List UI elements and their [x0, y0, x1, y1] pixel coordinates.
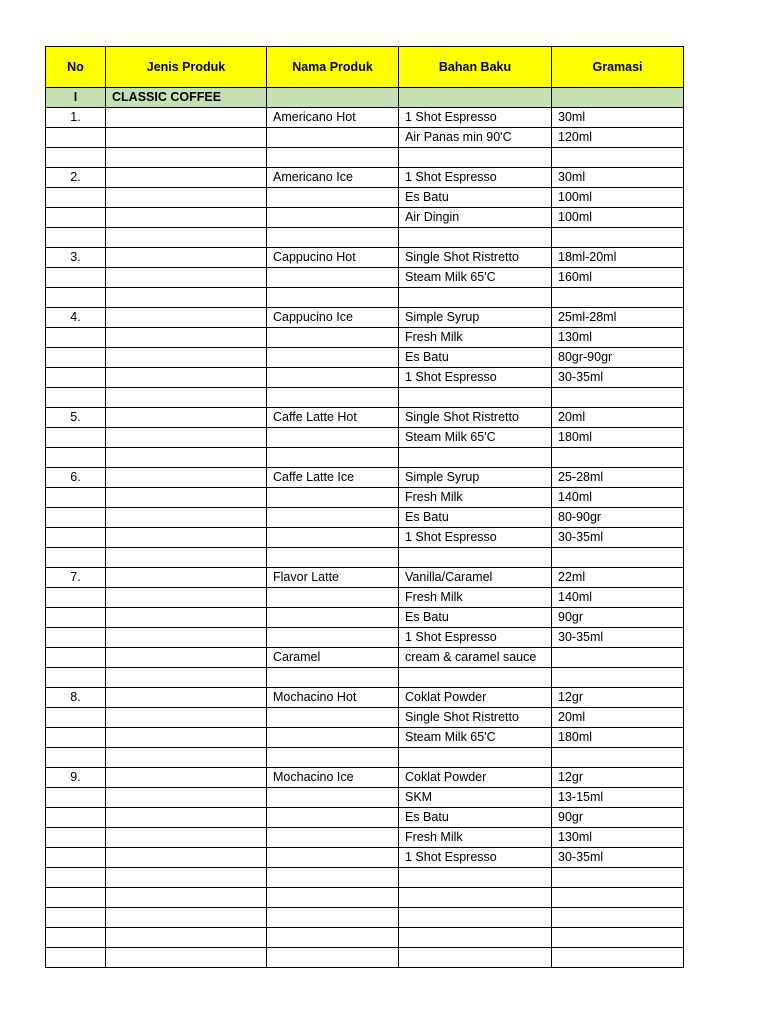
cell-nama-produk[interactable] — [267, 448, 399, 468]
cell-gramasi[interactable]: 160ml — [552, 268, 684, 288]
cell-gramasi[interactable] — [552, 868, 684, 888]
cell-gramasi[interactable]: 30-35ml — [552, 528, 684, 548]
table-row — [46, 568, 684, 588]
cell-no[interactable] — [46, 448, 106, 468]
cell-no[interactable]: 2. — [46, 168, 106, 188]
cell-bahan-baku[interactable] — [399, 868, 552, 888]
cell-bahan-baku[interactable]: Coklat Powder — [399, 688, 552, 708]
cell-bahan-baku[interactable]: Fresh Milk — [399, 328, 552, 348]
cell-no[interactable]: 7. — [46, 568, 106, 588]
table-row — [46, 168, 684, 188]
cell-bahan-baku[interactable]: Air Dingin — [399, 208, 552, 228]
cell-gramasi[interactable] — [552, 448, 684, 468]
cell-gramasi[interactable]: 25-28ml — [552, 468, 684, 488]
table-row — [46, 588, 684, 608]
header-row — [46, 47, 684, 88]
cell-no[interactable] — [46, 368, 106, 388]
cell-nama-produk[interactable] — [267, 368, 399, 388]
cell-jenis-produk[interactable] — [106, 288, 267, 308]
table-row — [46, 628, 684, 648]
cell-gramasi[interactable]: 20ml — [552, 708, 684, 728]
cell-gramasi[interactable] — [552, 748, 684, 768]
cell-bahan-baku[interactable]: cream & caramel sauce — [399, 648, 552, 668]
cell-bahan-baku[interactable]: 1 Shot Espresso — [399, 168, 552, 188]
cell-jenis-produk[interactable] — [106, 588, 267, 608]
cell-jenis-produk[interactable] — [106, 228, 267, 248]
cell-no[interactable]: 1. — [46, 108, 106, 128]
table-row — [46, 128, 684, 148]
cell-gramasi[interactable]: 130ml — [552, 328, 684, 348]
cell-nama-produk[interactable] — [267, 788, 399, 808]
cell-jenis-produk[interactable] — [106, 208, 267, 228]
cell-no[interactable] — [46, 428, 106, 448]
cell-gramasi[interactable]: 13-15ml — [552, 788, 684, 808]
cell-bahan-baku[interactable]: Simple Syrup — [399, 308, 552, 328]
cell-bahan-baku[interactable]: Es Batu — [399, 508, 552, 528]
cell-gramasi[interactable]: 12gr — [552, 768, 684, 788]
table-row — [46, 688, 684, 708]
cell-gramasi[interactable] — [552, 888, 684, 908]
cell-no[interactable] — [46, 588, 106, 608]
cell-jenis-produk[interactable] — [106, 368, 267, 388]
section-cell[interactable] — [399, 88, 552, 108]
table-row — [46, 748, 684, 768]
section-cell[interactable] — [267, 88, 399, 108]
cell-no[interactable] — [46, 488, 106, 508]
cell-nama-produk[interactable]: Mochacino Ice — [267, 768, 399, 788]
cell-gramasi[interactable]: 100ml — [552, 208, 684, 228]
cell-gramasi[interactable] — [552, 928, 684, 948]
cell-nama-produk[interactable] — [267, 828, 399, 848]
cell-bahan-baku[interactable]: Es Batu — [399, 188, 552, 208]
section-row — [46, 88, 684, 108]
cell-bahan-baku[interactable]: Steam Milk 65'C — [399, 728, 552, 748]
cell-nama-produk[interactable] — [267, 608, 399, 628]
table-row — [46, 828, 684, 848]
cell-no[interactable] — [46, 708, 106, 728]
cell-gramasi[interactable] — [552, 668, 684, 688]
cell-nama-produk[interactable]: Caramel — [267, 648, 399, 668]
cell-jenis-produk[interactable] — [106, 568, 267, 588]
table-row — [46, 608, 684, 628]
cell-gramasi[interactable]: 90gr — [552, 608, 684, 628]
cell-jenis-produk[interactable] — [106, 488, 267, 508]
cell-jenis-produk[interactable] — [106, 348, 267, 368]
table-row — [46, 768, 684, 788]
cell-nama-produk[interactable] — [267, 348, 399, 368]
cell-bahan-baku[interactable]: Es Batu — [399, 348, 552, 368]
cell-bahan-baku[interactable] — [399, 148, 552, 168]
cell-gramasi[interactable] — [552, 148, 684, 168]
cell-nama-produk[interactable] — [267, 148, 399, 168]
cell-nama-produk[interactable]: Americano Ice — [267, 168, 399, 188]
header-bahan-baku[interactable]: Bahan Baku — [399, 47, 552, 88]
cell-jenis-produk[interactable] — [106, 628, 267, 648]
cell-bahan-baku[interactable]: Fresh Milk — [399, 828, 552, 848]
cell-no[interactable] — [46, 808, 106, 828]
cell-no[interactable]: 5. — [46, 408, 106, 428]
table-row — [46, 708, 684, 728]
cell-nama-produk[interactable] — [267, 508, 399, 528]
cell-gramasi[interactable] — [552, 388, 684, 408]
cell-bahan-baku[interactable]: Single Shot Ristretto — [399, 708, 552, 728]
cell-no[interactable] — [46, 228, 106, 248]
cell-jenis-produk[interactable] — [106, 788, 267, 808]
cell-gramasi[interactable]: 180ml — [552, 428, 684, 448]
cell-nama-produk[interactable] — [267, 228, 399, 248]
cell-nama-produk[interactable] — [267, 588, 399, 608]
cell-bahan-baku[interactable]: Coklat Powder — [399, 768, 552, 788]
cell-bahan-baku[interactable]: SKM — [399, 788, 552, 808]
cell-gramasi[interactable]: 120ml — [552, 128, 684, 148]
cell-bahan-baku[interactable] — [399, 668, 552, 688]
header-no[interactable]: No — [46, 47, 106, 88]
cell-jenis-produk[interactable] — [106, 408, 267, 428]
cell-bahan-baku[interactable]: Es Batu — [399, 608, 552, 628]
cell-no[interactable]: 8. — [46, 688, 106, 708]
cell-bahan-baku[interactable]: Single Shot Ristretto — [399, 408, 552, 428]
cell-jenis-produk[interactable] — [106, 808, 267, 828]
cell-gramasi[interactable] — [552, 548, 684, 568]
cell-no[interactable] — [46, 128, 106, 148]
table-row — [46, 508, 684, 528]
cell-no[interactable] — [46, 268, 106, 288]
cell-jenis-produk[interactable] — [106, 448, 267, 468]
cell-nama-produk[interactable] — [267, 428, 399, 448]
cell-nama-produk[interactable] — [267, 908, 399, 928]
table-row — [46, 548, 684, 568]
cell-nama-produk[interactable] — [267, 388, 399, 408]
cell-jenis-produk[interactable] — [106, 748, 267, 768]
cell-jenis-produk[interactable] — [106, 308, 267, 328]
cell-jenis-produk[interactable] — [106, 328, 267, 348]
cell-nama-produk[interactable]: Cappucino Ice — [267, 308, 399, 328]
table-row — [46, 348, 684, 368]
cell-gramasi[interactable]: 22ml — [552, 568, 684, 588]
cell-gramasi[interactable]: 130ml — [552, 828, 684, 848]
cell-gramasi[interactable]: 140ml — [552, 488, 684, 508]
section-title[interactable]: CLASSIC COFFEE — [106, 88, 267, 108]
header-nama-produk[interactable]: Nama Produk — [267, 47, 399, 88]
cell-nama-produk[interactable] — [267, 868, 399, 888]
cell-nama-produk[interactable]: Flavor Latte — [267, 568, 399, 588]
cell-nama-produk[interactable]: Caffe Latte Ice — [267, 468, 399, 488]
cell-no[interactable] — [46, 508, 106, 528]
cell-nama-produk[interactable] — [267, 208, 399, 228]
cell-no[interactable] — [46, 848, 106, 868]
cell-nama-produk[interactable] — [267, 548, 399, 568]
table-row — [46, 268, 684, 288]
cell-no[interactable]: 3. — [46, 248, 106, 268]
table-row — [46, 208, 684, 228]
cell-bahan-baku[interactable] — [399, 388, 552, 408]
cell-nama-produk[interactable] — [267, 288, 399, 308]
cell-nama-produk[interactable]: Mochacino Hot — [267, 688, 399, 708]
cell-gramasi[interactable]: 30-35ml — [552, 848, 684, 868]
cell-gramasi[interactable] — [552, 288, 684, 308]
cell-no[interactable] — [46, 328, 106, 348]
table-row — [46, 188, 684, 208]
cell-no[interactable] — [46, 608, 106, 628]
cell-bahan-baku[interactable] — [399, 288, 552, 308]
cell-jenis-produk[interactable] — [106, 248, 267, 268]
cell-nama-produk[interactable]: Caffe Latte Hot — [267, 408, 399, 428]
cell-nama-produk[interactable] — [267, 268, 399, 288]
cell-no[interactable] — [46, 888, 106, 908]
table-row — [46, 648, 684, 668]
cell-bahan-baku[interactable]: Steam Milk 65'C — [399, 268, 552, 288]
cell-gramasi[interactable] — [552, 648, 684, 668]
cell-jenis-produk[interactable] — [106, 708, 267, 728]
table-row — [46, 428, 684, 448]
table-row — [46, 868, 684, 888]
cell-bahan-baku[interactable]: 1 Shot Espresso — [399, 528, 552, 548]
cell-no[interactable] — [46, 348, 106, 368]
cell-jenis-produk[interactable] — [106, 768, 267, 788]
cell-gramasi[interactable]: 100ml — [552, 188, 684, 208]
table-row — [46, 368, 684, 388]
cell-bahan-baku[interactable] — [399, 908, 552, 928]
cell-bahan-baku[interactable] — [399, 448, 552, 468]
header-gramasi[interactable]: Gramasi — [552, 47, 684, 88]
cell-bahan-baku[interactable] — [399, 888, 552, 908]
cell-jenis-produk[interactable] — [106, 388, 267, 408]
header-jenis-produk[interactable]: Jenis Produk — [106, 47, 267, 88]
cell-nama-produk[interactable] — [267, 728, 399, 748]
cell-gramasi[interactable]: 25ml-28ml — [552, 308, 684, 328]
cell-bahan-baku[interactable]: Fresh Milk — [399, 588, 552, 608]
cell-nama-produk[interactable] — [267, 668, 399, 688]
cell-bahan-baku[interactable]: Es Batu — [399, 808, 552, 828]
cell-no[interactable] — [46, 288, 106, 308]
cell-no[interactable] — [46, 908, 106, 928]
table-row — [46, 808, 684, 828]
cell-no[interactable] — [46, 648, 106, 668]
cell-nama-produk[interactable]: Americano Hot — [267, 108, 399, 128]
cell-no[interactable] — [46, 528, 106, 548]
cell-nama-produk[interactable] — [267, 708, 399, 728]
cell-jenis-produk[interactable] — [106, 468, 267, 488]
cell-bahan-baku[interactable]: Simple Syrup — [399, 468, 552, 488]
cell-nama-produk[interactable] — [267, 948, 399, 968]
cell-jenis-produk[interactable] — [106, 268, 267, 288]
cell-jenis-produk[interactable] — [106, 128, 267, 148]
cell-gramasi[interactable]: 30ml — [552, 168, 684, 188]
cell-bahan-baku[interactable] — [399, 928, 552, 948]
table-row — [46, 728, 684, 748]
cell-nama-produk[interactable]: Cappucino Hot — [267, 248, 399, 268]
cell-gramasi[interactable]: 20ml — [552, 408, 684, 428]
cell-bahan-baku[interactable]: 1 Shot Espresso — [399, 848, 552, 868]
cell-no[interactable] — [46, 788, 106, 808]
cell-bahan-baku[interactable]: Fresh Milk — [399, 488, 552, 508]
cell-no[interactable] — [46, 668, 106, 688]
cell-gramasi[interactable]: 180ml — [552, 728, 684, 748]
cell-gramasi[interactable]: 80gr-90gr — [552, 348, 684, 368]
cell-gramasi[interactable]: 12gr — [552, 688, 684, 708]
cell-jenis-produk[interactable] — [106, 168, 267, 188]
cell-gramasi[interactable]: 140ml — [552, 588, 684, 608]
cell-gramasi[interactable]: 30-35ml — [552, 628, 684, 648]
cell-no[interactable] — [46, 148, 106, 168]
cell-jenis-produk[interactable] — [106, 608, 267, 628]
cell-nama-produk[interactable] — [267, 128, 399, 148]
cell-nama-produk[interactable] — [267, 848, 399, 868]
cell-jenis-produk[interactable] — [106, 828, 267, 848]
cell-jenis-produk[interactable] — [106, 188, 267, 208]
table-row — [46, 848, 684, 868]
cell-bahan-baku[interactable]: Steam Milk 65'C — [399, 428, 552, 448]
cell-jenis-produk[interactable] — [106, 948, 267, 968]
cell-jenis-produk[interactable] — [106, 728, 267, 748]
cell-gramasi[interactable]: 80-90gr — [552, 508, 684, 528]
recipe-table — [45, 46, 684, 968]
cell-jenis-produk[interactable] — [106, 688, 267, 708]
section-number[interactable]: I — [46, 88, 106, 108]
cell-gramasi[interactable]: 30-35ml — [552, 368, 684, 388]
cell-gramasi[interactable]: 90gr — [552, 808, 684, 828]
cell-bahan-baku[interactable]: Vanilla/Caramel — [399, 568, 552, 588]
table-row — [46, 228, 684, 248]
table-row — [46, 928, 684, 948]
table-row — [46, 788, 684, 808]
table-row — [46, 288, 684, 308]
table-row — [46, 908, 684, 928]
cell-jenis-produk[interactable] — [106, 668, 267, 688]
cell-bahan-baku[interactable] — [399, 748, 552, 768]
cell-bahan-baku[interactable] — [399, 548, 552, 568]
table-row — [46, 108, 684, 128]
cell-jenis-produk[interactable] — [106, 848, 267, 868]
cell-jenis-produk[interactable] — [106, 528, 267, 548]
table-row — [46, 308, 684, 328]
cell-nama-produk[interactable] — [267, 888, 399, 908]
table-row — [46, 948, 684, 968]
cell-nama-produk[interactable] — [267, 628, 399, 648]
cell-gramasi[interactable]: 18ml-20ml — [552, 248, 684, 268]
cell-bahan-baku[interactable]: 1 Shot Espresso — [399, 108, 552, 128]
section-cell[interactable] — [552, 88, 684, 108]
cell-nama-produk[interactable] — [267, 808, 399, 828]
table-row — [46, 248, 684, 268]
table-row — [46, 528, 684, 548]
table-row — [46, 468, 684, 488]
table-row — [46, 388, 684, 408]
table-row — [46, 488, 684, 508]
cell-no[interactable] — [46, 388, 106, 408]
cell-gramasi[interactable] — [552, 908, 684, 928]
cell-bahan-baku[interactable]: 1 Shot Espresso — [399, 628, 552, 648]
cell-no[interactable]: 6. — [46, 468, 106, 488]
cell-no[interactable]: 9. — [46, 768, 106, 788]
cell-no[interactable] — [46, 628, 106, 648]
cell-gramasi[interactable]: 30ml — [552, 108, 684, 128]
cell-bahan-baku[interactable] — [399, 228, 552, 248]
cell-jenis-produk[interactable] — [106, 928, 267, 948]
cell-jenis-produk[interactable] — [106, 648, 267, 668]
cell-jenis-produk[interactable] — [106, 428, 267, 448]
table-row — [46, 148, 684, 168]
cell-jenis-produk[interactable] — [106, 908, 267, 928]
cell-bahan-baku[interactable]: Single Shot Ristretto — [399, 248, 552, 268]
recipe-table-body — [46, 47, 684, 968]
table-row — [46, 888, 684, 908]
cell-nama-produk[interactable] — [267, 188, 399, 208]
cell-no[interactable] — [46, 208, 106, 228]
cell-nama-produk[interactable] — [267, 488, 399, 508]
table-row — [46, 448, 684, 468]
cell-no[interactable] — [46, 868, 106, 888]
cell-no[interactable] — [46, 828, 106, 848]
cell-no[interactable]: 4. — [46, 308, 106, 328]
cell-no[interactable] — [46, 188, 106, 208]
cell-jenis-produk[interactable] — [106, 868, 267, 888]
cell-no[interactable] — [46, 748, 106, 768]
cell-nama-produk[interactable] — [267, 328, 399, 348]
cell-no[interactable] — [46, 948, 106, 968]
cell-bahan-baku[interactable]: Air Panas min 90'C — [399, 128, 552, 148]
cell-no[interactable] — [46, 548, 106, 568]
cell-no[interactable] — [46, 928, 106, 948]
table-row — [46, 668, 684, 688]
cell-nama-produk[interactable] — [267, 928, 399, 948]
table-row — [46, 328, 684, 348]
cell-gramasi[interactable] — [552, 228, 684, 248]
cell-jenis-produk[interactable] — [106, 888, 267, 908]
table-row — [46, 408, 684, 428]
cell-jenis-produk[interactable] — [106, 108, 267, 128]
cell-no[interactable] — [46, 728, 106, 748]
cell-jenis-produk[interactable] — [106, 508, 267, 528]
cell-gramasi[interactable] — [552, 948, 684, 968]
cell-jenis-produk[interactable] — [106, 548, 267, 568]
cell-jenis-produk[interactable] — [106, 148, 267, 168]
cell-nama-produk[interactable] — [267, 528, 399, 548]
cell-bahan-baku[interactable]: 1 Shot Espresso — [399, 368, 552, 388]
cell-nama-produk[interactable] — [267, 748, 399, 768]
cell-bahan-baku[interactable] — [399, 948, 552, 968]
